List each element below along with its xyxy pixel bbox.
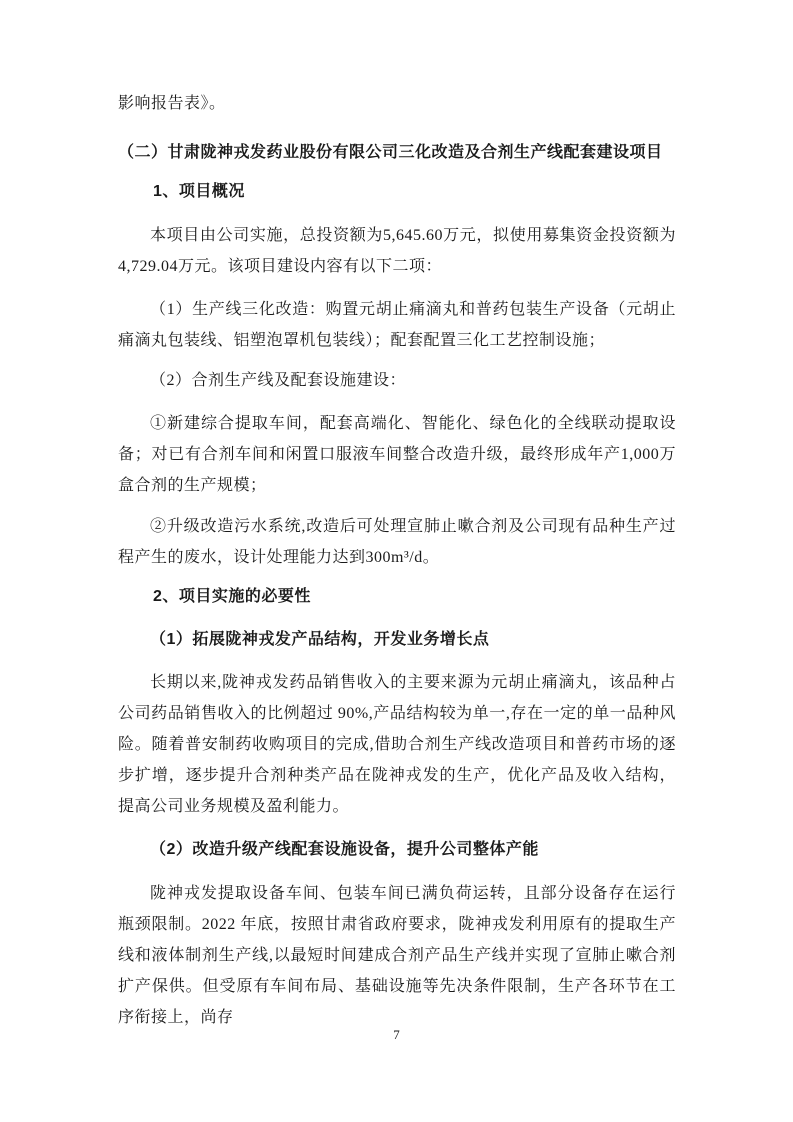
paragraph-necessity-product-structure: 长期以来,陇神戎发药品销售收入的主要来源为元胡止痛滴丸，该品种占公司药品销售收入的比例超过 90%,产品结构较为单一,存在一定的单一品种风险。随着普安制药收购项目的完成,借助合剂生产线改造项目和普药市场的逐步扩增，逐步提升合剂种类产品在陇神戎发的生产，优化产品及收入结构，提高公司业务规模及盈利能力。 (118, 674, 676, 815)
subsection-heading-necessity: 2、项目实施的必要性 (153, 588, 311, 605)
paragraph-necessity-capacity: 陇神戎发提取设备车间、包装车间已满负荷运转，且部分设备存在运行瓶颈限制。2022 年底，按照甘肃省政府要求，陇神戎发利用原有的提取生产线和液体制剂生产线,以最短时间建成合剂产品生产线并实现了宣肺止嗽合剂扩产保供。但受原有车间布局、基础设施等先决条件限制，生产各环节在工序衔接上，尚存 (118, 885, 676, 1026)
sub-subsection-heading-expand-product-structure: （1）拓展陇神戎发产品结构，开发业务增长点 (150, 631, 490, 648)
paragraph-circled-2-sewage-system: ②升级改造污水系统,改造后可处理宣肺止嗽合剂及公司现有品种生产过程产生的废水，设计处理能力达到300m³/d。 (118, 518, 676, 566)
subsection-heading-project-overview: 1、项目概况 (153, 183, 245, 200)
sub-subsection-heading-upgrade-capacity: （2）改造升级产线配套设施设备，提升公司整体产能 (150, 841, 539, 858)
paragraph-item-1-production-line: （1）生产线三化改造：购置元胡止痛滴丸和普药包装生产设备（元胡止痛滴丸包装线、铝塑泡罩机包装线）；配套配置三化工艺控制设施； (118, 301, 676, 349)
continued-paragraph: 影响报告表》。 (118, 95, 226, 112)
paragraph-item-2-mixture-line: （2）合剂生产线及配套设施建设： (150, 372, 407, 389)
section-heading: （二）甘肃陇神戎发药业股份有限公司三化改造及合剂生产线配套建设项目 (118, 144, 663, 161)
page-number: 7 (393, 1027, 400, 1042)
paragraph-investment-overview: 本项目由公司实施，总投资额为5,645.60万元，拟使用募集资金投资额为4,729.04万元。该项目建设内容有以下二项： (118, 227, 676, 275)
paragraph-circled-1-extraction-workshop: ①新建综合提取车间，配套高端化、智能化、绿色化的全线联动提取设备；对已有合剂车间和闲置口服液车间整合改造升级，最终形成年产1,000万盒合剂的生产规模； (118, 415, 676, 494)
